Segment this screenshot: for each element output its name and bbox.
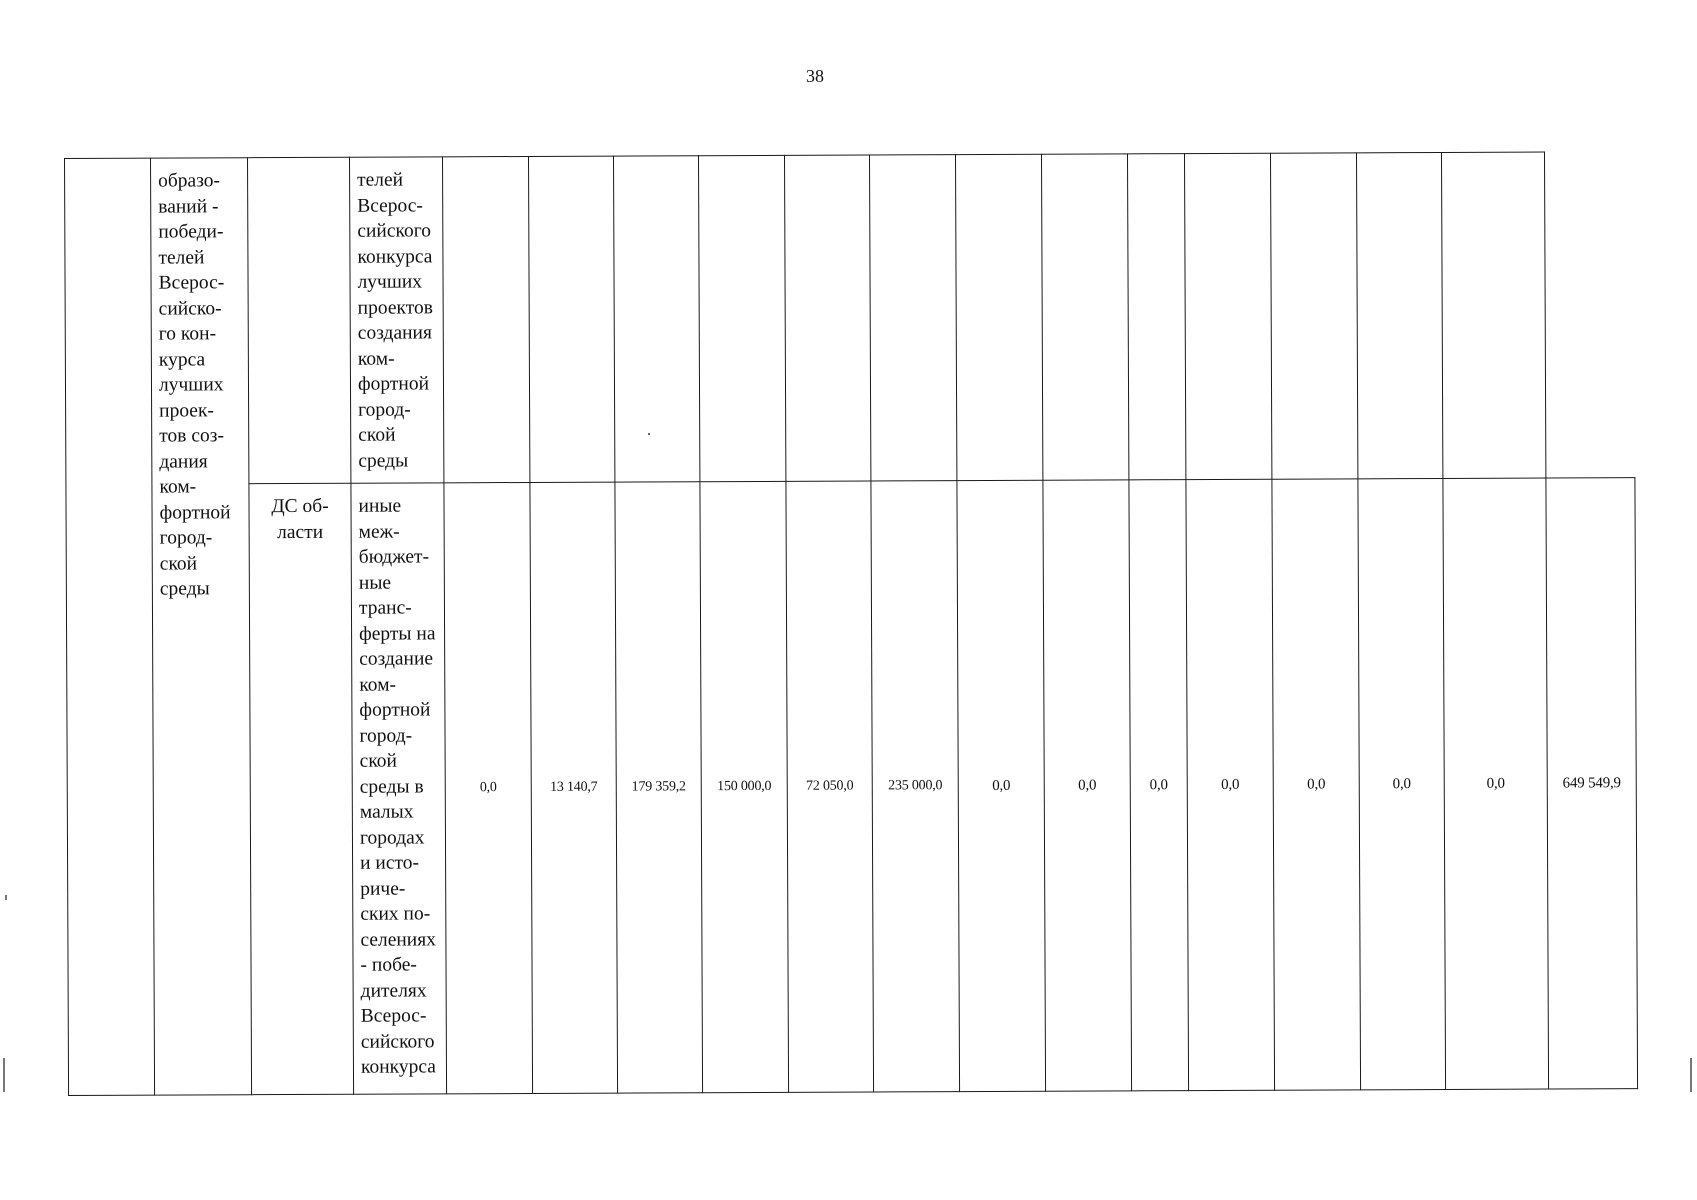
value-cell: 0,0 [1129,480,1189,1091]
scan-edge-mark [1690,1058,1692,1092]
value-cell: 0,0 [1443,478,1549,1089]
empty-value-cell [1441,152,1545,478]
budget-table [64,151,1638,1096]
value-cell: 235 000,0 [871,481,960,1092]
empty-value-cell [442,156,529,482]
value-cell: 0,0 [1358,478,1446,1089]
value-cell: 72 050,0 [786,481,874,1092]
value-cell: 0,0 [1043,480,1132,1091]
empty-value-cell [784,155,870,481]
total-value-cell: 649 549,9 [1546,478,1638,1089]
empty-source-cell [248,157,351,483]
table-row [66,478,1638,1096]
purpose-cell: телей Всерос- сийского конкурса лучших проектов создания ком- фортной город- ской среды [349,157,443,483]
empty-value-cell [869,155,956,481]
value-cell: 0,0 [444,482,533,1093]
recipient-cell: образо- ваний - победи- телей Всерос- сийско- го кон- курса лучших проек- тов соз- дания ком- фортной город- ской среды [151,158,252,1095]
value-cell: 179 359,2 [615,482,703,1093]
empty-value-cell [613,156,699,482]
empty-value-cell [1041,154,1128,480]
page-number: 38 [806,66,824,86]
empty-value-cell [1356,152,1442,478]
table-row [65,152,1635,485]
funding-source-cell: ДС об- ласти [249,483,354,1094]
scan-edge-mark [3,1058,5,1092]
value-cell: 0,0 [1272,479,1361,1090]
empty-value-cell [698,155,785,481]
value-cell: 0,0 [957,480,1046,1091]
empty-value-cell [1127,154,1185,480]
scan-speck [648,433,650,435]
value-cell: 150 000,0 [700,481,789,1092]
value-cell: 0,0 [1186,479,1275,1090]
description-cell: иные меж- бюджет- ные транс- ферты на создание ком- фортной город- ской среды в малых городах и исто- риче- ских по- селениях - побе- дителях Всерос- сийского конкурса [351,483,447,1094]
empty-number-cell [65,158,155,1095]
empty-value-cell [528,156,614,482]
empty-value-cell [1270,153,1357,479]
value-cell: 13 140,7 [530,482,618,1093]
empty-value-cell [955,154,1042,480]
scan-edge-mark [5,895,7,900]
empty-value-cell [1184,153,1271,479]
